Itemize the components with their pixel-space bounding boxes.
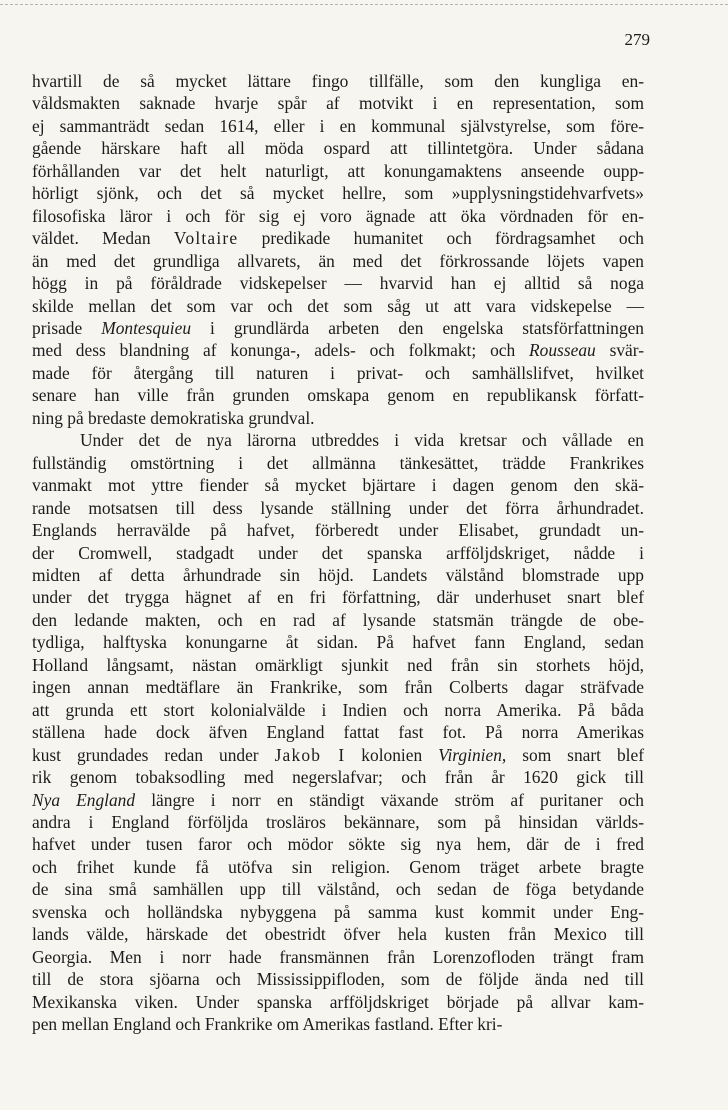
text-run: ställena hade dock äfven England fattat fast fot. På norra Amerikas [32,722,644,743]
text-run: under det trygga hägnet af en fri författning, där underhuset snart blef [32,587,644,608]
text-line [32,542,644,564]
text-run: Englands herravälde på hafvet, förberedt under Elisabet, grundadt un- [32,520,644,541]
text-line [32,676,644,698]
text-run: , som snart blef [501,744,644,765]
text-line [32,721,644,743]
text-run: de sina små samhällen upp till välstånd, och sedan de föga betydande [32,879,644,900]
text-line [32,452,644,474]
text-line [32,744,644,766]
text-line [32,878,644,900]
paragraph [32,429,644,1035]
text-line [32,946,644,968]
text-run: rik genom tobaksodling med negerslafvar; och från år 1620 gick till [32,767,644,788]
text-line [32,519,644,541]
text-run: Under det de nya lärorna utbreddes i vida kretsar och vållade en [80,430,644,451]
paragraph [32,70,644,429]
text-line [32,272,644,294]
text-line [32,811,644,833]
text-line [32,766,644,788]
text-run: andra i England förföljda trosläros bekännare, som på hinsidan världs- [32,811,644,832]
italic-name: Rousseau [529,340,596,361]
text-line [32,901,644,923]
body-text [32,70,644,1035]
text-line [32,631,644,653]
text-run: Georgia. Men i norr hade fransmännen från Lorenzofloden trängt fram [32,946,644,967]
text-run: våldsmakten saknade hvarje spår af motvikt i en representation, som [32,93,644,114]
text-line [32,609,644,631]
text-run: fullständig omstörtning i det allmänna tänkesättet, trädde Frankrikes [32,452,644,473]
text-run: den ledande makten, och en rad af lysande statsmän trängde de obe- [32,609,644,630]
text-line [32,1013,644,1035]
text-run: i grundlärda arbeten den engelska statsförfattningen [191,317,644,338]
text-line [32,137,644,159]
text-run: svär- [595,340,644,361]
text-run: hörligt sjönk, och det så mycket hellre, som »upplysningstidehvarfvets» [32,183,644,204]
text-line [32,250,644,272]
text-run: filosofiska läror i och för sig ej voro ägnade att öka vördnaden för en- [32,205,644,226]
text-line [32,205,644,227]
text-run: made för återgång till naturen i privat- och samhällslifvet, hvilket [32,362,644,383]
text-run: gående härskare haft all möda ospard att tillintetgöra. Under sådana [32,138,644,159]
text-run: väldet. Medan [32,228,174,249]
text-run: rande motsatsen till dess lysande ställning under det förra århundradet. [32,497,644,518]
text-run: midten af detta århundrade sin höjd. Landets välstånd blomstrade upp [32,564,644,585]
text-run: predikade humanitet och fördragsamhet och [238,228,644,249]
text-run: kolonien [345,744,439,765]
text-run: högg in på föråldrade vidskepelser — hvarvid han ej alltid så noga [32,273,644,294]
text-line [32,227,644,249]
text-line [32,586,644,608]
page-number: 279 [624,30,650,49]
text-line [32,339,644,361]
italic-name: Montesquieu [101,317,192,338]
spaced-name: Voltaire [173,228,239,249]
text-run: än med det grundliga allvarets, än med det förkrossande löjets vapen [32,250,644,271]
top-edge-rule [0,4,728,5]
spaced-name: Jakob I [274,744,346,765]
text-run: senare han ville från grunden omskapa genom en republikansk författ- [32,385,644,406]
text-line [32,182,644,204]
text-line [32,654,644,676]
text-line [32,564,644,586]
text-run: tydliga, halftyska konungarne åt sidan. På hafvet fann England, sedan [32,632,644,653]
text-run: längre i norr en ständigt växande ström af puritaner och [135,789,645,810]
text-line [32,407,644,429]
text-line [32,699,644,721]
text-run: hafvet under tusen faror och mödor sökte sig nya hem, där de i fred [32,834,644,855]
italic-name: Virginien [438,744,502,765]
text-run: och frihet kunde få utöfva sin religion. Genom träget arbete bragte [32,856,644,877]
text-line [32,474,644,496]
text-line [32,92,644,114]
text-line [32,968,644,990]
text-run: till de stora sjöarna och Mississippifloden, som de följde ända ned till [32,969,644,990]
text-line [32,923,644,945]
text-line [32,789,644,811]
text-line [32,384,644,406]
text-run: pen mellan England och Frankrike om Amerikas fastland. Efter kri- [32,1014,503,1035]
text-line [32,429,644,451]
text-line [32,70,644,92]
text-line [32,497,644,519]
text-run: med dess blandning af konunga-, adels- och folkmakt; och [32,340,530,361]
text-run: ingen annan medtäflare än Frankrike, som från Colberts dagar sträfvade [32,677,644,698]
text-run: kust grundades redan under [32,744,275,765]
text-run: vanmakt mot yttre fiender så mycket bjärtare i dagen genom den skä- [32,475,644,496]
text-run: ning på bredaste demokratiska grundval. [32,407,315,428]
italic-name: Nya England [32,789,136,810]
text-run: ej sammanträdt sedan 1614, eller i en kommunal självstyrelse, som före- [32,115,644,136]
text-run: prisade [32,317,102,338]
text-line [32,317,644,339]
text-run: skilde mellan det som var och det som såg ut att vara vidskepelse — [32,295,644,316]
text-line [32,833,644,855]
text-run: att grunda ett stort kolonialvälde i Indien och norra Amerika. På båda [32,699,644,720]
text-line [32,160,644,182]
text-line [32,362,644,384]
text-run: lands välde, härskade det obestridt öfver hela kusten från Mexico till [32,924,644,945]
text-run: der Cromwell, stadgadt under det spanska arfföljdskriget, nådde i [32,542,644,563]
text-run: Holland långsamt, nästan omärkligt sjunkit ned från sin storhets höjd, [32,654,644,675]
text-run: förhållanden var det helt naturligt, att konungamaktens anseende oupp- [32,160,644,181]
text-run: hvartill de så mycket lättare fingo tillfälle, som den kungliga en- [32,71,644,91]
text-line [32,991,644,1013]
text-run: Mexikanska viken. Under spanska arfföljdskriget började på allvar kam- [32,991,644,1012]
text-run: svenska och holländska nybyggena på samma kust kommit under Eng- [32,901,644,922]
text-line [32,115,644,137]
text-line [32,295,644,317]
text-line [32,856,644,878]
